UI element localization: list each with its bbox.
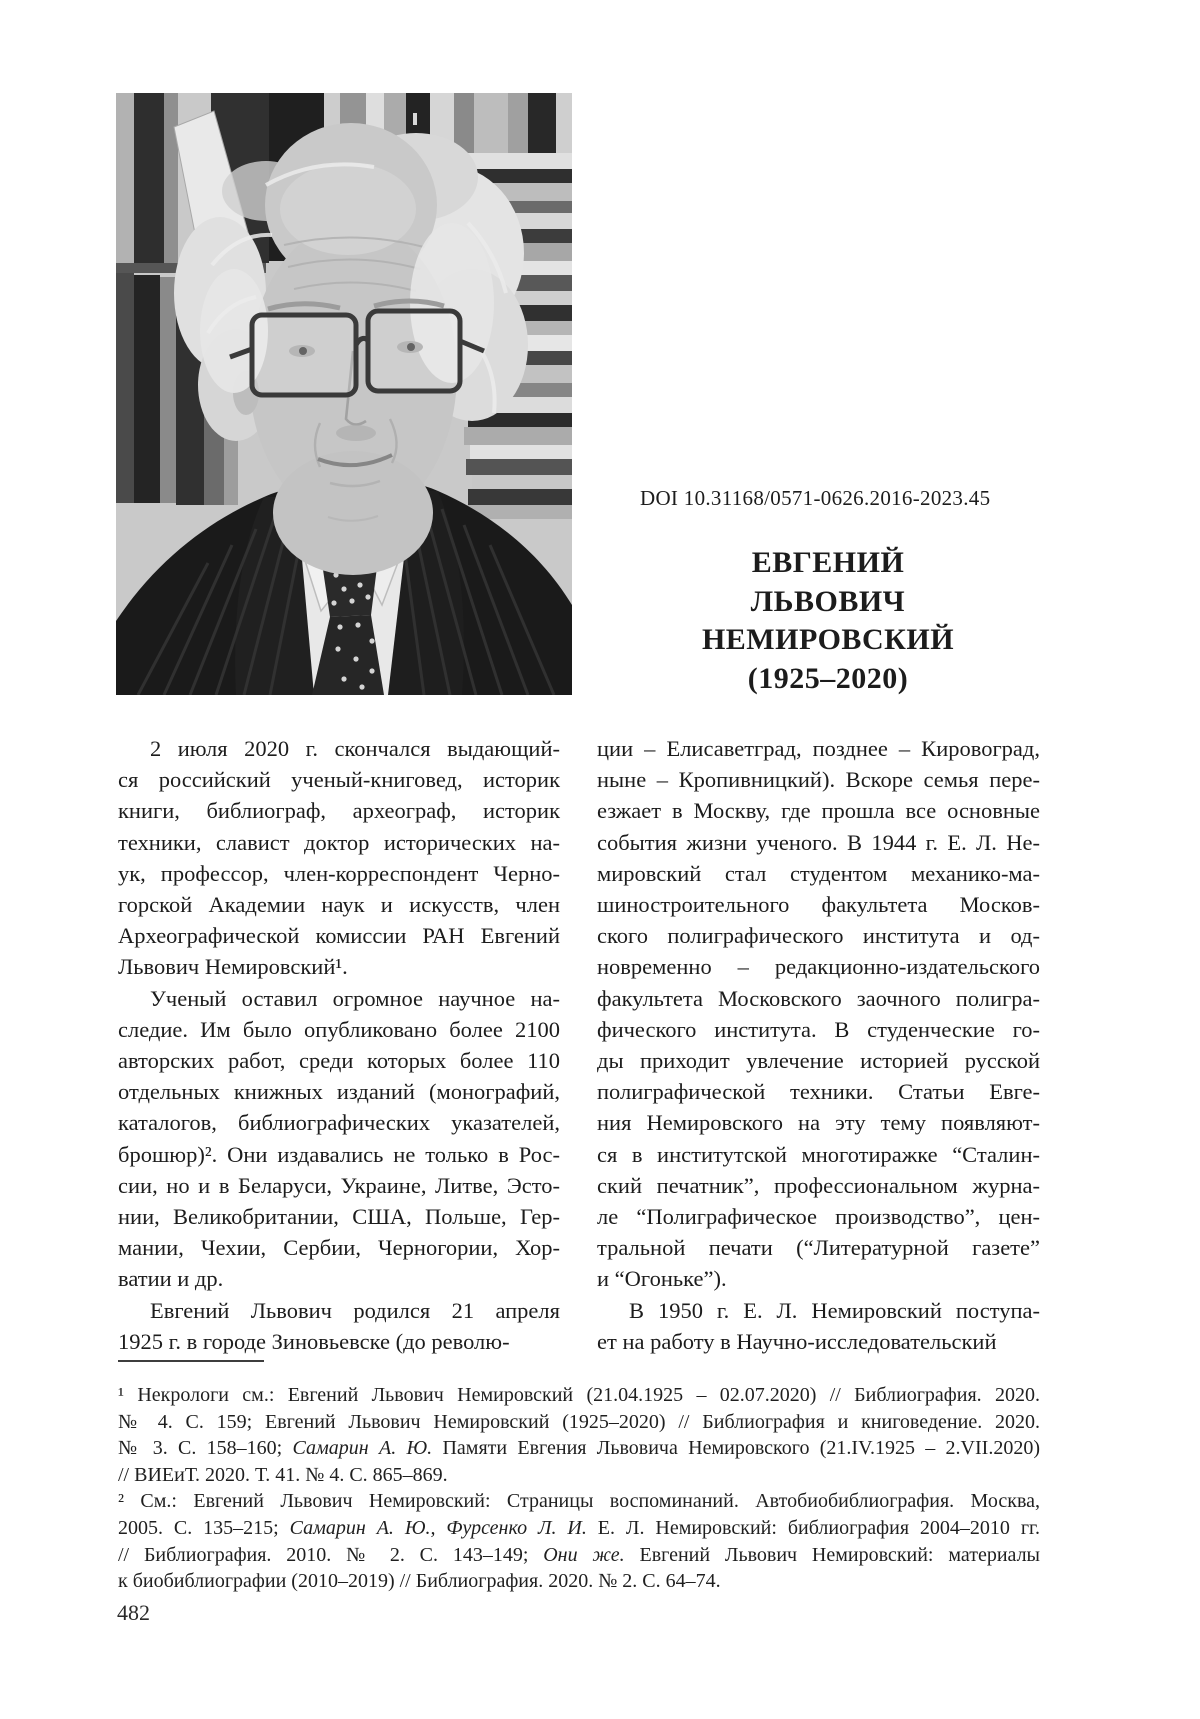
- body-line: Археографической комиссии РАН Евгений: [118, 923, 560, 949]
- footnote-text: № 4. С. 159; Евгений Львович Немировский (1925–2020) // Библиография и книговедение. 2020.: [118, 1410, 1040, 1433]
- title-line: ЕВГЕНИЙ: [751, 546, 905, 579]
- body-line: авторских работ, среди которых более 110: [118, 1048, 560, 1074]
- footnote-line: [118, 1462, 1040, 1489]
- body-line: и “Огоньке”).: [597, 1266, 727, 1292]
- footnote-line: [118, 1542, 1040, 1569]
- body-line: ук, профессор, член-корреспондент Черно-: [118, 860, 560, 886]
- body-line: следие. Им было опубликовано более 2100: [118, 1016, 560, 1042]
- footnote-line: [118, 1488, 1040, 1515]
- body-line: мировский стал студентом механико-ма-: [597, 860, 1040, 886]
- body-column-left: [118, 733, 560, 1357]
- body-line: новременно – редакционно-издательского: [597, 954, 1040, 980]
- footnote-text: Е. Л. Немировский: библиография 2004–2010 гг.: [586, 1516, 1040, 1539]
- body-line: ватии и др.: [118, 1266, 224, 1292]
- footnote-text: // ВИЕиТ. 2020. Т. 41. № 4. С. 865–869.: [118, 1463, 448, 1486]
- page-number: 482: [117, 1600, 150, 1625]
- footnote-text: 2005. С. 135–215;: [118, 1516, 290, 1539]
- body-line: отдельных книжных изданий (монографий,: [118, 1079, 560, 1105]
- body-line: тральной печати (“Литературной газете”: [597, 1235, 1040, 1261]
- footnote-text: Памяти Евгения Львовича Немировского (21.IV.1925 – 2.VII.2020): [432, 1437, 1040, 1460]
- footnote-author-italic: Самарин А. Ю., Фурсенко Л. И.: [289, 1516, 587, 1539]
- body-line: 1925 г. в городе Зиновьевске (до револю-: [118, 1328, 510, 1354]
- footnote-line: [118, 1435, 1040, 1462]
- body-line: 2 июля 2020 г. скончался выдающий-: [150, 736, 560, 761]
- doi: DOI 10.31168/0571-0626.2016-2023.45: [640, 486, 991, 510]
- footnote-text: Евгений Львович Немировский: материалы: [624, 1543, 1040, 1566]
- body-line: ныне – Кропивницкий). Вскоре семья пере-: [597, 767, 1040, 793]
- body-line: фического института. В студенческие го-: [597, 1016, 1040, 1042]
- portrait-photo: [116, 93, 572, 695]
- body-line: каталогов, библиографических указателей,: [118, 1110, 560, 1136]
- body-line: ский печатник”, профессиональном журна-: [597, 1172, 1040, 1198]
- footnote-line: [118, 1382, 1040, 1409]
- body-line: ского полиграфического института и од-: [597, 923, 1040, 949]
- body-line: ет на работу в Научно-исследовательский: [597, 1328, 997, 1354]
- body-line: брошюр)². Они издавались не только в Рос-: [118, 1141, 560, 1167]
- body-line: ся российский ученый-книговед, историк: [118, 767, 560, 793]
- body-line: шиностроительного факультета Москов-: [597, 892, 1040, 918]
- footnote-text: ² См.: Евгений Львович Немировский: Страницы воспоминаний. Автобиобиблиография. Москва,: [118, 1490, 1040, 1513]
- footnote-separator: [118, 1360, 264, 1362]
- footnote-text: ¹ Некрологи см.: Евгений Львович Немировский (21.04.1925 – 02.07.2020) // Библиография. 2020.: [118, 1384, 1040, 1406]
- footnote-text: // Библиография. 2010. № 2. С. 143–149;: [118, 1543, 544, 1566]
- body-line: полиграфической техники. Статьи Евге-: [597, 1079, 1040, 1105]
- title-line: НЕМИРОВСКИЙ: [701, 623, 955, 656]
- footnotes: [118, 1382, 1040, 1595]
- footnote-text: к биобиблиографии (2010–2019) // Библиография. 2020. № 2. С. 64–74.: [118, 1570, 721, 1593]
- body-line: Львович Немировский¹.: [118, 954, 348, 980]
- body-line: нии, Великобритании, США, Польше, Гер-: [118, 1204, 560, 1230]
- footnote-line: [118, 1568, 1040, 1595]
- body-line: техники, славист доктор исторических на-: [118, 829, 560, 855]
- body-line: Евгений Львович родился 21 апреля: [150, 1297, 560, 1323]
- footnote-author-italic: Самарин А. Ю.: [292, 1437, 433, 1460]
- footnote-line: [118, 1409, 1040, 1436]
- title-line: ЛЬВОВИЧ: [750, 584, 906, 618]
- body-line: события жизни ученого. В 1944 г. Е. Л. Не-: [597, 829, 1040, 855]
- article-title: [597, 544, 1059, 698]
- body-line: Ученый оставил огромное научное на-: [150, 985, 560, 1011]
- body-line: ции – Елисаветград, позднее – Кировоград,: [597, 736, 1040, 761]
- photo-figure: [116, 93, 572, 695]
- body-line: езжает в Москву, где прошла все основные: [597, 798, 1040, 824]
- footnote-text: № 3. С. 158–160;: [118, 1437, 293, 1460]
- body-line: ле “Полиграфическое производство”, цен-: [597, 1204, 1040, 1230]
- glasses: [230, 311, 484, 395]
- body-line: мании, Чехии, Сербии, Черногории, Хор-: [118, 1235, 560, 1261]
- body-line: факультета Московского заочного полигра-: [597, 985, 1040, 1011]
- body-line: горской Академии наук и искусств, член: [118, 892, 560, 918]
- body-line: сии, но и в Беларуси, Украине, Литве, Эсто-: [118, 1172, 560, 1198]
- footnote-line: [118, 1515, 1040, 1542]
- body-column-right: [597, 733, 1040, 1357]
- title-line: (1925–2020): [747, 661, 909, 695]
- body-line: книги, библиограф, археограф, историк: [118, 798, 560, 824]
- body-line: В 1950 г. Е. Л. Немировский поступа-: [629, 1297, 1040, 1323]
- body-line: ния Немировского на эту тему появляют-: [597, 1110, 1040, 1136]
- body-line: ся в институтской многотиражке “Сталин-: [597, 1141, 1040, 1167]
- footnote-author-italic: Они же.: [543, 1543, 625, 1566]
- body-line: ды приходит увлечение историей русской: [597, 1048, 1040, 1074]
